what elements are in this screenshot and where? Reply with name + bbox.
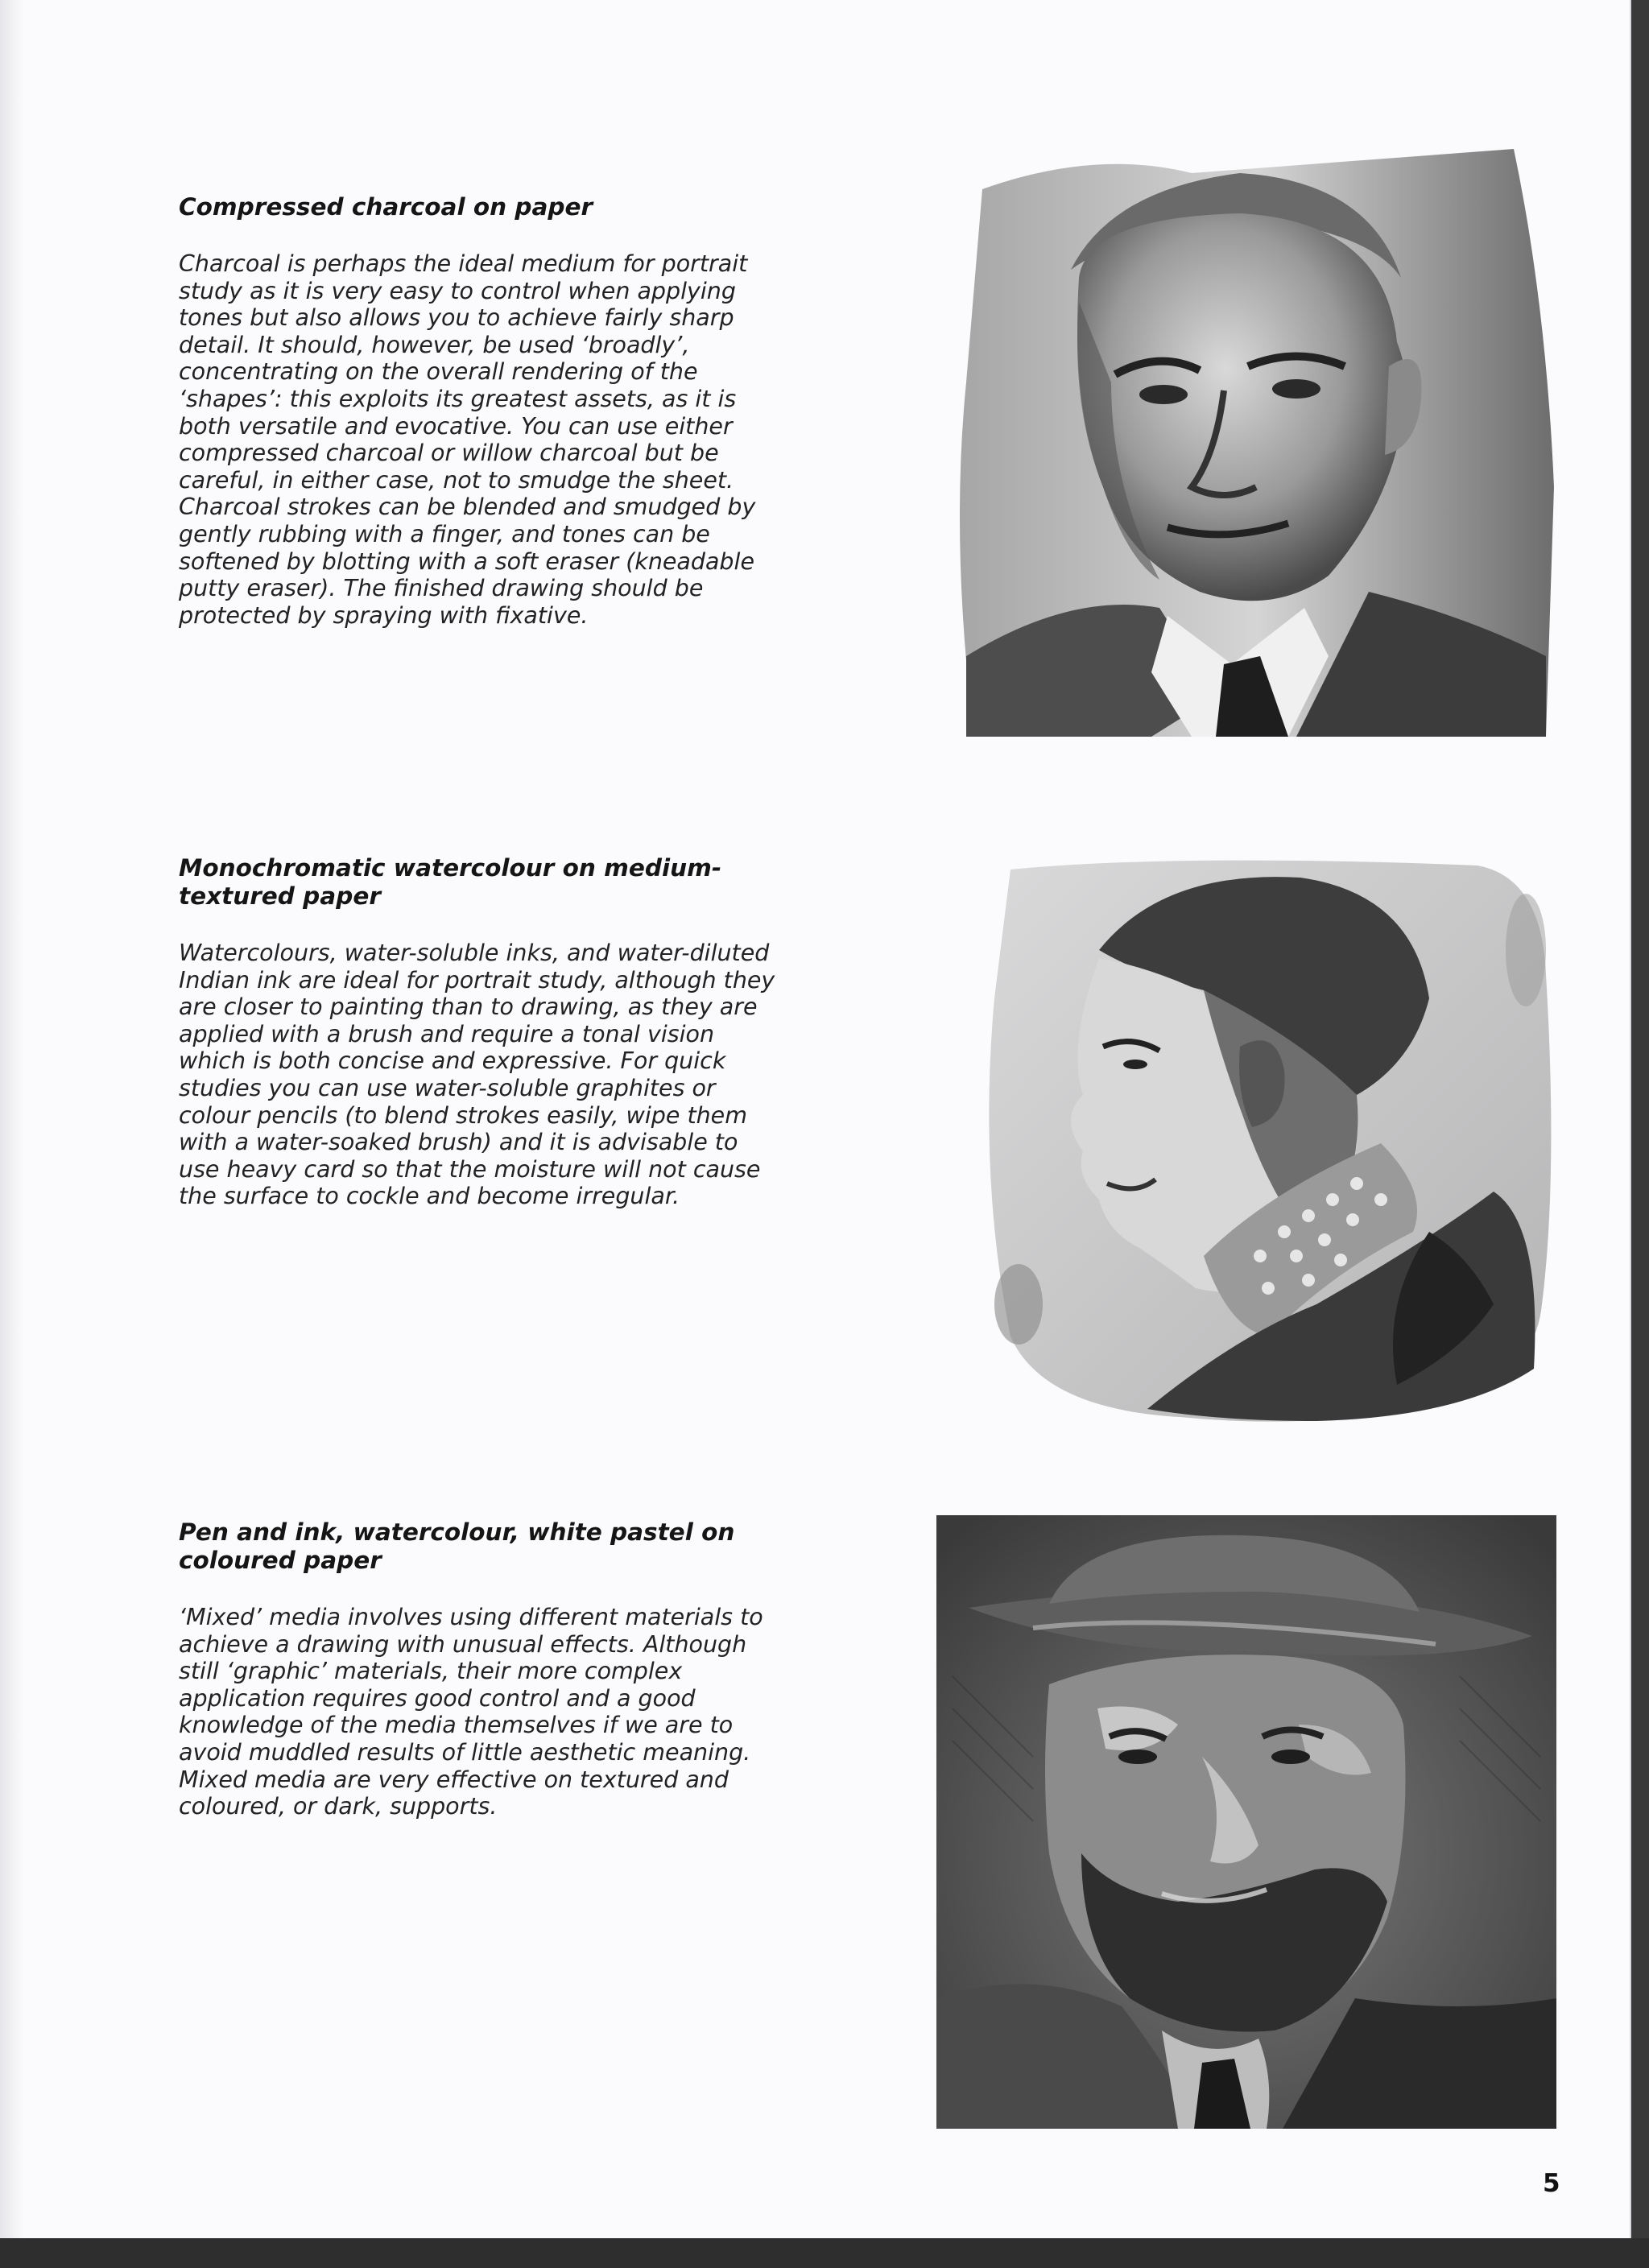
section-mixed-media [179, 1518, 783, 1820]
page-number: 5 [1543, 2169, 1560, 2198]
scan-bottom-edge [0, 2238, 1649, 2268]
section-body: Charcoal is perhaps the ideal medium for portrait study as it is very easy to control when applying tones but also allows you to achieve fairly sharp detail. It should, however, be used ‘broadly’, concentrating on the overall rendering of the ‘shapes’: this exploits its greatest assets, as it is both versatile and evocative. You can use either compressed charcoal or willow charcoal but be careful, in either case, not to smudge the sheet. Charcoal strokes can be blended and smudged by gently rubbing with a finger, and tones can be softened by blotting with a soft eraser (kneadable putty eraser). The finished drawing should be protected by spraying with fixative. [179, 250, 756, 629]
section-body: ‘Mixed’ media involves using different materials to achieve a drawing with unusual effects. Although still ‘graphic’ materials, their more complex application requires good control and a good knowledge of the media themselves if we are to avoid muddled results of little aesthetic meaning. Mixed media are very effective on textured and coloured, or dark, supports. [179, 1604, 763, 1820]
section-heading: Compressed charcoal on paper [179, 193, 593, 221]
section-body: Watercolours, water-soluble inks, and water-diluted Indian ink are ideal for portrait study, although they are closer to painting than to drawing, as they are applied with a brush and require a tonal vision which is both concise and expressive. For quick studies you can use water-soluble graphites or colour pencils (to blend strokes easily, wipe them with a water-soaked brush) and it is advisable to use heavy card so that the moisture will not cause the surface to cockle and become irregular. [179, 940, 775, 1210]
section-watercolour [179, 854, 783, 1210]
charcoal-portrait-illustration [950, 141, 1562, 757]
page-fold-shadow [0, 0, 24, 2238]
watercolour-portrait-illustration [978, 853, 1566, 1429]
section-charcoal [179, 193, 783, 629]
section-heading: Monochromatic watercolour on medium-textured paper [179, 854, 722, 910]
section-heading: Pen and ink, watercolour, white pastel on coloured paper [179, 1518, 735, 1574]
mixed-media-portrait-illustration [936, 1515, 1556, 2129]
